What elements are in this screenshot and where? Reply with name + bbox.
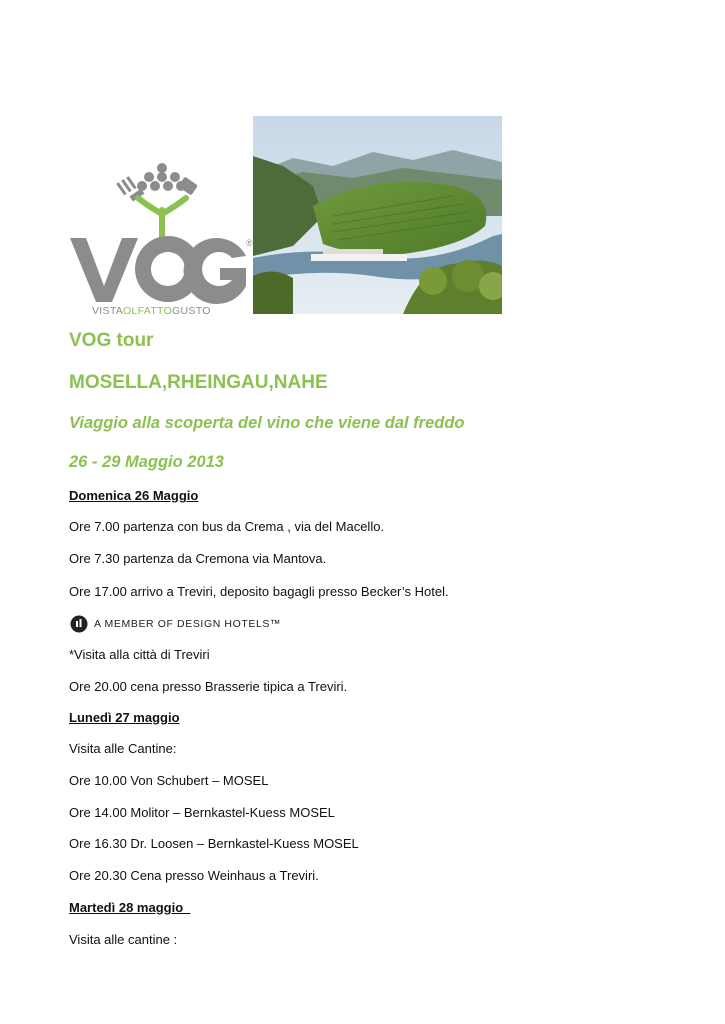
day2-line: Visita alle Cantine: (69, 741, 177, 756)
day2-line: Ore 20.30 Cena presso Weinhaus a Treviri. (69, 868, 319, 883)
title-vog-tour: VOG tour (69, 330, 154, 351)
subtitle: Viaggio alla scoperta del vino che viene dal freddo (69, 414, 465, 432)
design-hotels-text: A MEMBER OF DESIGN HOTELS™ (94, 618, 282, 630)
day1-line: Ore 7.30 partenza da Cremona via Mantova. (69, 551, 327, 566)
plant-stem-icon (138, 198, 186, 240)
day2-line: Ore 14.00 Molitor – Bernkastel-Kuess MOSEL (69, 805, 335, 820)
vog-logo-graphic (68, 158, 254, 318)
spatula-icon (178, 176, 198, 195)
day2-line: Ore 16.30 Dr. Loosen – Bernkastel-Kuess MOSEL (69, 836, 359, 851)
logo-tagline: VISTAOLFATTOGUSTO (92, 305, 211, 317)
vog-wordmark (70, 236, 246, 304)
vog-logo (68, 158, 254, 318)
registered-mark: ® (246, 238, 253, 248)
day1-line: Ore 20.00 cena presso Brasserie tipica a Treviri. (69, 679, 348, 694)
day1-line: *Visita alla città di Treviri (69, 647, 210, 662)
title-regions: MOSELLA,RHEINGAU,NAHE (69, 372, 328, 393)
day3-line: Visita alle cantine : (69, 932, 178, 947)
tour-dates: 26 - 29 Maggio 2013 (69, 453, 224, 471)
day1-heading: Domenica 26 Maggio (69, 488, 199, 503)
grape-cluster-icon (137, 163, 186, 191)
day1-line: Ore 17.00 arrivo a Treviri, deposito bagagli presso Becker’s Hotel. (69, 584, 449, 599)
design-hotels-logo-icon (70, 615, 88, 633)
design-hotels-badge (70, 614, 281, 634)
day3-heading: Martedì 28 maggio (69, 900, 191, 915)
day2-heading: Lunedì 27 maggio (69, 710, 180, 725)
day1-line: Ore 7.00 partenza con bus da Crema , via del Macello. (69, 519, 385, 534)
moselle-landscape-photo (253, 116, 502, 314)
day2-line: Ore 10.00 Von Schubert – MOSEL (69, 773, 269, 788)
